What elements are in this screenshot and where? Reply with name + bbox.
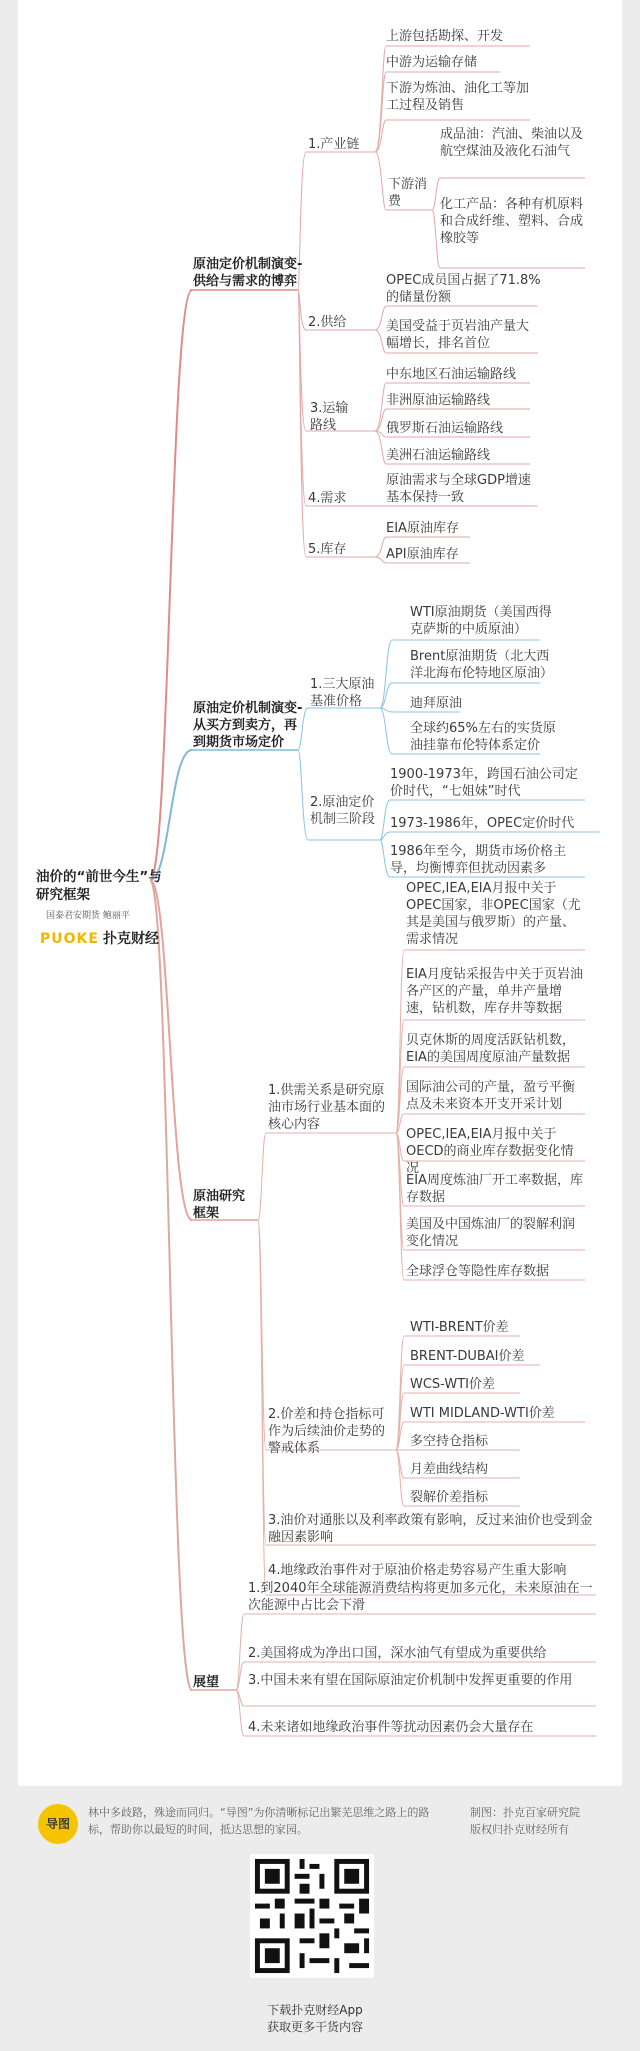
route-middle-east: 中东地区石油运输路线 <box>386 367 517 382</box>
opec-iea-eia-output-node: OPEC,IEA,EIA月报中关于OPEC国家，非OPEC国家（尤其是美国与俄罗斯）的产量、需求情况 <box>406 881 581 947</box>
qr-code[interactable] <box>250 1854 374 1978</box>
footer-slogan: 林中多歧路，殊途而同归。“导图”为你清晰标记出繁芜思维之路上的路标，帮助你以最短的时间，抵达思想的家园。 <box>88 1806 430 1836</box>
inventory-label: 5.库存 <box>308 542 347 557</box>
geopolitics-node: 4.地缘政治事件对于原油价格走势容易产生重大影响 <box>268 1563 567 1578</box>
opec-reserve-node: OPEC成员国占据了71.8%的储量份额 <box>386 273 541 305</box>
eia-drilling-node: EIA月度钻采报告中关于页岩油各产区的产量，单井产量增速，钻机数，库存井等数据 <box>406 967 583 1016</box>
stage-1973-node: 1973-1986年，OPEC定价时代 <box>390 816 575 831</box>
route-russia: 俄罗斯石油运输路线 <box>386 421 504 436</box>
footer-copyright: 版权归扑克财经所有 <box>470 1823 569 1836</box>
positioning-indicator: 多空持仓指标 <box>410 1434 489 1449</box>
branch-supply-demand-title: 原油定价机制演变-供给与需求的博弈 <box>193 257 303 289</box>
eia-refinery-node: EIA周度炼油厂开工率数据，库存数据 <box>406 1173 583 1205</box>
route-america: 美洲石油运输路线 <box>386 448 491 463</box>
brand-logo <box>40 928 159 948</box>
branch-pricing-title: 原油定价机制演变-从买方到卖方，再到期货市场定价 <box>193 701 303 750</box>
oecd-inventory-node: OPEC,IEA,EIA月报中关于OECD的商业库存数据变化情况 <box>406 1127 574 1176</box>
mindmap-badge: 导图 <box>38 1804 78 1844</box>
transport-label: 3.运输路线 <box>310 401 349 433</box>
demand-label: 4.需求 <box>308 491 347 506</box>
wcs-wti-spread: WCS-WTI价差 <box>410 1377 495 1392</box>
footer-credit: 制图：扑克百家研究院 <box>470 1806 580 1819</box>
refined-oil-node: 成品油：汽油、柴油以及航空煤油及液化石油气 <box>440 127 584 159</box>
stage-1986-node: 1986年至今，期货市场价格主导，均衡博弈但扰动因素多 <box>390 844 567 876</box>
downstream-consumption-label: 下游消费 <box>388 177 428 209</box>
us-shale-node: 美国受益于页岩油产量大幅增长，排名首位 <box>386 319 530 351</box>
floating-storage-node: 全球浮仓等隐性库存数据 <box>406 1264 550 1279</box>
dubai-node: 迪拜原油 <box>410 696 463 711</box>
root-title: 油价的“前世今生”与研究框架 <box>36 869 162 903</box>
outlook-energy-mix: 1.到2040年全球能源消费结构将更加多元化，未来原油在一次能源中占比会下滑 <box>248 1581 593 1613</box>
fundamentals-label: 1.供需关系是研究原油市场行业基本面的核心内容 <box>268 1083 386 1132</box>
eia-inventory-node: EIA原油库存 <box>386 521 459 536</box>
oil-companies-node: 国际油公司的产量，盈亏平衡点及未来资本开支开采计划 <box>406 1080 576 1112</box>
macro-finance-node: 3.油价对通胀以及利率政策有影响，反过来油价也受到金融因素影响 <box>268 1513 593 1545</box>
benchmark-prices-label: 1.三大原油基准价格 <box>310 677 375 709</box>
brent-node: Brent原油期货（北大西洋北海布伦特地区原油） <box>410 649 554 681</box>
wti-node: WTI原油期货（美国西得克萨斯的中质原油） <box>410 605 552 637</box>
pricing-stages-label: 2.原油定价机制三阶段 <box>310 795 376 827</box>
outlook-disruptions: 4.未来诸如地缘政治事件等扰动因素仍会大量存在 <box>248 1720 534 1735</box>
wti-brent-spread: WTI-BRENT价差 <box>410 1320 509 1335</box>
brand-name: 扑克财经 <box>102 931 159 947</box>
wti-midland-spread: WTI MIDLAND-WTI价差 <box>410 1406 555 1421</box>
chemical-products-node: 化工产品：各种有机原料和合成纤维、塑料、合成橡胶等 <box>440 197 584 246</box>
stage-1900-node: 1900-1973年，跨国石油公司定价时代，“七姐妹”时代 <box>390 767 578 799</box>
download-cta[interactable] <box>200 2002 430 2036</box>
demand-gdp-node: 原油需求与全球GDP增速基本保持一致 <box>386 473 531 505</box>
crack-margin-node: 美国及中国炼油厂的裂解利润变化情况 <box>406 1217 576 1249</box>
root-author: 国泰君安期货 鲍丽平 <box>46 911 130 921</box>
branch-outlook-title: 展望 <box>193 1675 220 1690</box>
downstream-node: 下游为炼油、油化工等加工过程及销售 <box>386 81 530 113</box>
brent-share-node: 全球约65%左右的实货原油挂靠布伦特体系定价 <box>410 721 556 753</box>
brent-dubai-spread: BRENT-DUBAI价差 <box>410 1349 525 1364</box>
industry-chain-label: 1.产业链 <box>308 137 360 152</box>
spreads-label: 2.价差和持仓指标可作为后续油价走势的警戒体系 <box>268 1407 386 1456</box>
supply-label: 2.供给 <box>308 315 347 330</box>
api-inventory-node: API原油库存 <box>386 547 459 562</box>
route-africa: 非洲原油运输路线 <box>386 393 491 408</box>
midstream-node: 中游为运输存储 <box>386 55 478 70</box>
outlook-us-exporter: 2.美国将成为净出口国，深水油气有望成为重要供给 <box>248 1646 547 1661</box>
brand-mark: PUOKE <box>40 931 99 947</box>
crack-spread-indicator: 裂解价差指标 <box>410 1490 489 1505</box>
more-content-text: 获取更多干货内容 <box>266 2020 363 2034</box>
term-structure-indicator: 月差曲线结构 <box>410 1462 489 1477</box>
branch-research-title: 原油研究框架 <box>193 1189 246 1221</box>
baker-hughes-node: 贝克休斯的周度活跃钻机数，EIA的美国周度原油产量数据 <box>406 1033 576 1065</box>
upstream-node: 上游包括勘探、开发 <box>386 29 504 44</box>
download-app-text: 下载扑克财经App <box>267 2003 363 2017</box>
outlook-china-pricing: 3.中国未来有望在国际原油定价机制中发挥更重要的作用 <box>248 1673 573 1688</box>
